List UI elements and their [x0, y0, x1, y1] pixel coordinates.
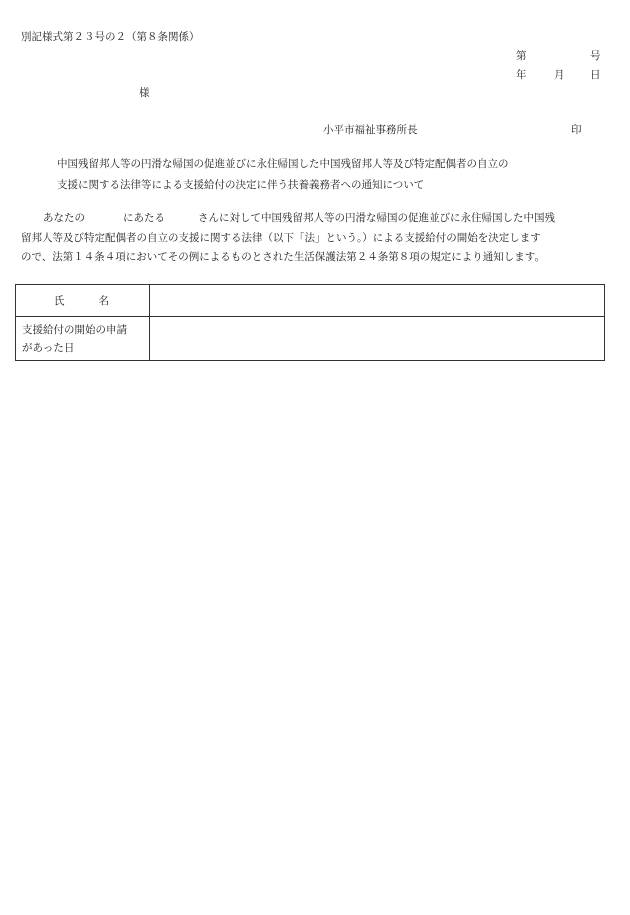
document-number-suffix: 号: [590, 50, 601, 62]
application-date-label-line-1: 支援給付の開始の申請: [22, 323, 127, 336]
title-line-1: 中国残留邦人等の円滑な帰国の促進並びに永住帰国した中国残留邦人等及び特定配偶者の自立の: [57, 158, 509, 170]
body-line-2: 留邦人等及び特定配偶者の自立の支援に関する法律（以下「法」という。）による支援給付の開始を決定します: [21, 231, 541, 244]
body-part-3: さんに対して中国残留邦人等の円滑な帰国の促進並びに永住帰国した中国残: [198, 212, 555, 224]
body-part-1: あなたの: [43, 212, 85, 224]
sender-name: 小平市福祉事務所長: [323, 124, 418, 136]
document-number-prefix: 第: [516, 50, 527, 62]
date-month-label: 月: [554, 69, 565, 81]
name-value-cell: [150, 285, 605, 317]
table-row-application-date: [16, 317, 605, 361]
name-label-cell: [16, 285, 150, 317]
application-date-label-line-2: があった日: [22, 341, 75, 354]
seal-mark: 印: [571, 124, 582, 136]
date-year-label: 年: [516, 69, 527, 81]
body-part-2: にあたる: [123, 212, 165, 224]
addressee-suffix: 様: [139, 87, 150, 99]
name-label-part-2: 名: [98, 295, 109, 307]
notice-body: [21, 209, 615, 268]
name-label-part-1: 氏: [54, 295, 65, 307]
form-id: 別記様式第２３号の２（第８条関係）: [21, 31, 200, 43]
table-row-name: [16, 285, 605, 317]
date-day-label: 日: [590, 69, 601, 81]
title-line-2: 支援に関する法律等による支援給付の決定に伴う扶養義務者への通知について: [57, 179, 425, 191]
application-date-value-cell: [150, 317, 605, 361]
body-line-1: [21, 209, 615, 229]
recipient-info-table: [15, 284, 605, 361]
body-line-3: ので、法第１４条４項においてその例によるものとされた生活保護法第２４条第８項の規定により通知します。: [21, 251, 545, 263]
application-date-label-cell: [16, 317, 150, 361]
